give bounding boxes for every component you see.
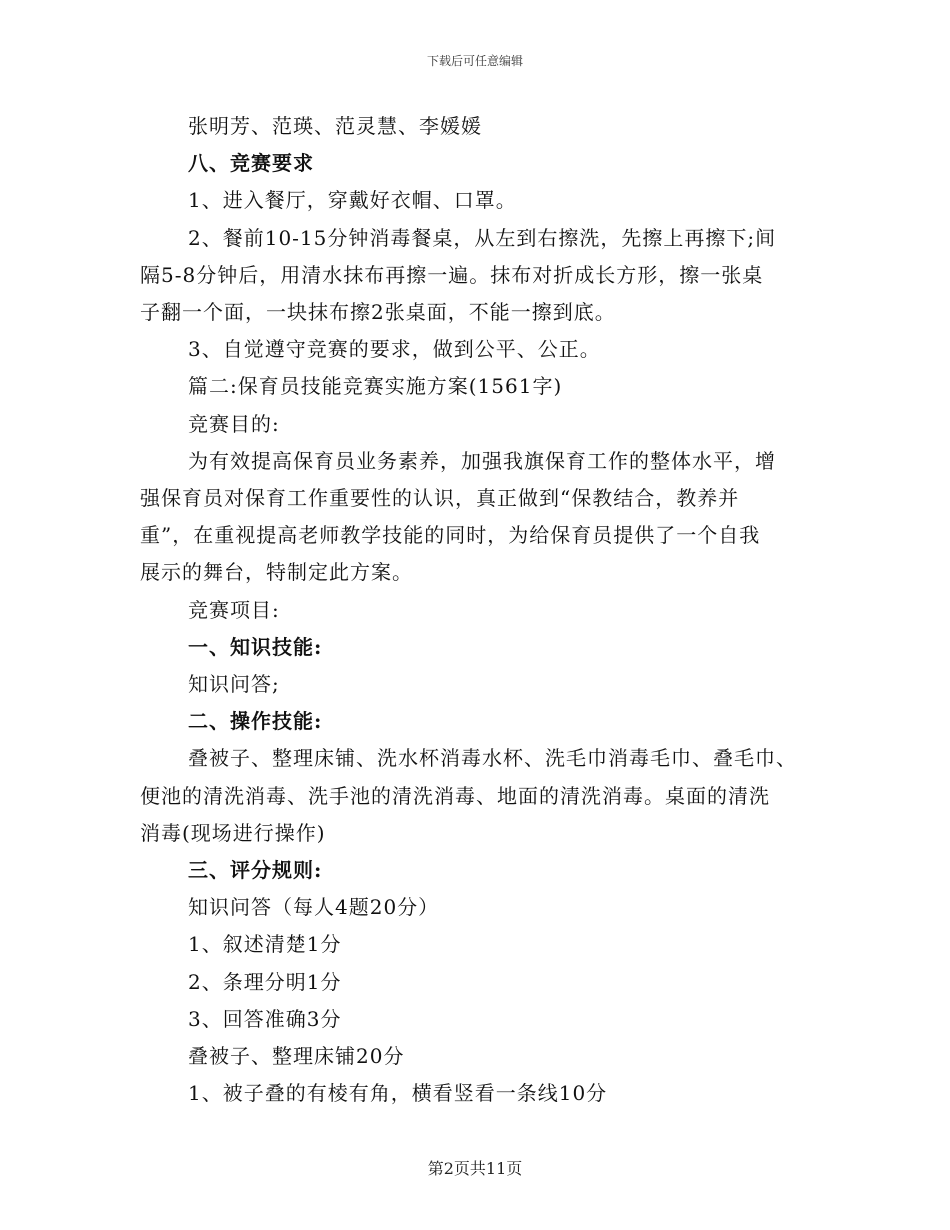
text-line: 3、自觉遵守竞赛的要求，做到公平、公正。 (188, 337, 601, 362)
page-footer: 第2页共11页 (427, 1159, 523, 1178)
document-body (140, 108, 820, 1112)
section-heading: 八、竞赛要求 (188, 151, 314, 176)
text-line: 张明芳、范瑛、范灵慧、李媛媛 (188, 114, 482, 138)
text-line: 2、餐前10-15分钟消毒餐桌，从左到右擦洗，先擦上再擦下;间 (188, 225, 777, 250)
text-line: 竞赛目的: (188, 411, 280, 436)
text-line: 展示的舞台，特制定此方案。 (140, 560, 413, 585)
text-line: 竞赛项目: (188, 597, 280, 622)
text-line: 隔5-8分钟后，用清水抹布再擦一遍。抹布对折成长方形，擦一张桌 (140, 262, 764, 287)
text-line: 3、回答准确3分 (188, 1006, 342, 1031)
section-heading: 三、评分规则: (188, 858, 323, 883)
text-line: 知识问答; (188, 672, 280, 697)
text-line: 2、条理分明1分 (188, 969, 342, 994)
text-line: 篇二:保育员技能竞赛实施方案(1561字) (188, 374, 563, 399)
text-line: 为有效提高保育员业务素养，加强我旗保育工作的整体水平，增 (188, 448, 776, 473)
text-line: 消毒(现场进行操作) (140, 820, 326, 845)
text-line: 叠被子、整理床铺20分 (188, 1044, 405, 1069)
text-line: 便池的清洗消毒、洗手池的清洗消毒、地面的清洗消毒。桌面的清洗 (140, 783, 770, 808)
text-line: 重”，在重视提高老师教学技能的同时，为给保育员提供了一个自我 (140, 523, 761, 548)
text-line: 1、进入餐厅，穿戴好衣帽、口罩。 (188, 188, 517, 213)
text-line: 子翻一个面，一块抹布擦2张桌面，不能一擦到底。 (140, 300, 616, 325)
section-heading: 一、知识技能: (188, 634, 323, 659)
text-line: 强保育员对保育工作重要性的认识，真正做到“保教结合，教养并 (140, 486, 740, 511)
section-heading: 二、操作技能: (188, 709, 323, 734)
text-line: 叠被子、整理床铺、洗水杯消毒水杯、洗毛巾消毒毛巾、叠毛巾、 (188, 746, 797, 771)
page-header: 下载后可任意编辑 (426, 54, 523, 68)
text-line: 1、被子叠的有棱有角，横看竖看一条线10分 (188, 1081, 608, 1106)
text-line: 1、叙述清楚1分 (188, 932, 342, 957)
text-line: 知识问答（每人4题20分） (188, 895, 440, 920)
